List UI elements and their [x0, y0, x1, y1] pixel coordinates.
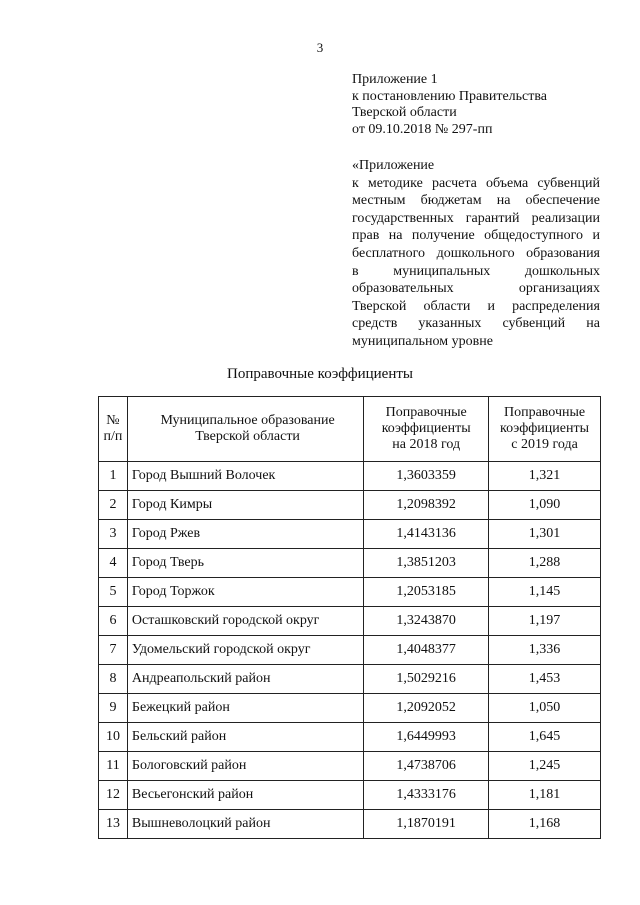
table-row [99, 665, 601, 694]
coefficients-table [98, 396, 601, 839]
table-row [99, 694, 601, 723]
table-row [99, 491, 601, 520]
method-line: в муниципальных дошкольных [352, 263, 600, 279]
row-municipality: Город Кимры [127, 491, 363, 520]
row-num: 2 [99, 491, 128, 520]
method-line: государственных гарантий реализации [352, 210, 600, 226]
row-municipality: Вышневолоцкий район [127, 810, 363, 839]
row-municipality: Город Тверь [127, 549, 363, 578]
row-num: 6 [99, 607, 128, 636]
header-municipality-line: Тверской области [195, 429, 300, 444]
method-line: образовательных организациях [352, 281, 600, 297]
row-coef-2018: 1,6449993 [364, 723, 489, 752]
method-line: «Приложение [352, 158, 435, 173]
row-coef-2019: 1,645 [489, 723, 601, 752]
row-municipality: Город Ржев [127, 520, 363, 549]
header-coef-2018 [364, 397, 489, 462]
appendix-line: Тверской области [352, 105, 457, 120]
row-coef-2019: 1,245 [489, 752, 601, 781]
header-num [99, 397, 128, 462]
row-num: 5 [99, 578, 128, 607]
header-coef-2018-line: Поправочные [385, 405, 467, 420]
appendix-line: к постановлению Правительства [352, 88, 548, 104]
table-row [99, 781, 601, 810]
row-coef-2019: 1,301 [489, 520, 601, 549]
table-row [99, 549, 601, 578]
row-municipality: Бежецкий район [127, 694, 363, 723]
row-municipality: Бельский район [127, 723, 363, 752]
row-num: 13 [99, 810, 128, 839]
table-row [99, 636, 601, 665]
header-coef-2018-line: на 2018 год [392, 437, 461, 452]
table-row [99, 578, 601, 607]
row-num: 1 [99, 462, 128, 491]
table-row [99, 462, 601, 491]
header-num-line: п/п [103, 429, 123, 444]
row-num: 10 [99, 723, 128, 752]
row-coef-2019: 1,288 [489, 549, 601, 578]
row-coef-2018: 1,3851203 [364, 549, 489, 578]
row-num: 9 [99, 694, 128, 723]
header-municipality [127, 397, 363, 462]
row-coef-2018: 1,5029216 [364, 665, 489, 694]
page-number: 3 [316, 40, 324, 55]
row-coef-2019: 1,145 [489, 578, 601, 607]
row-coef-2019: 1,050 [489, 694, 601, 723]
row-coef-2018: 1,4738706 [364, 752, 489, 781]
header-coef-2019-line: коэффициенты [500, 421, 590, 436]
method-line: бесплатного дошкольного образования [352, 245, 600, 261]
row-num: 7 [99, 636, 128, 665]
table-title: Поправочные коэффициенты [227, 366, 413, 382]
row-municipality: Город Вышний Волочек [127, 462, 363, 491]
row-coef-2018: 1,2053185 [364, 578, 489, 607]
table-row [99, 520, 601, 549]
row-coef-2019: 1,197 [489, 607, 601, 636]
method-line: средств указанных субвенций на [352, 316, 600, 332]
row-municipality: Осташковский городской округ [127, 607, 363, 636]
row-num: 11 [99, 752, 128, 781]
row-coef-2018: 1,4333176 [364, 781, 489, 810]
header-coef-2018-line: коэффициенты [381, 421, 471, 436]
row-num: 4 [99, 549, 128, 578]
header-coef-2019 [489, 397, 601, 462]
table-header-row [99, 397, 601, 462]
row-coef-2019: 1,181 [489, 781, 601, 810]
table-row [99, 607, 601, 636]
row-coef-2019: 1,453 [489, 665, 601, 694]
row-coef-2019: 1,090 [489, 491, 601, 520]
row-municipality: Весьегонский район [127, 781, 363, 810]
row-num: 8 [99, 665, 128, 694]
method-line: Тверской области и распределения [352, 298, 600, 314]
table-row [99, 810, 601, 839]
row-num: 12 [99, 781, 128, 810]
row-coef-2018: 1,1870191 [364, 810, 489, 839]
method-line: муниципальном уровне [352, 333, 493, 349]
row-coef-2019: 1,321 [489, 462, 601, 491]
row-municipality: Удомельский городской округ [127, 636, 363, 665]
row-coef-2018: 1,3603359 [364, 462, 489, 491]
row-coef-2018: 1,2098392 [364, 491, 489, 520]
row-coef-2019: 1,168 [489, 810, 601, 839]
header-coef-2019-line: с 2019 года [511, 437, 578, 452]
method-line: прав на получение общедоступного и [352, 228, 600, 244]
method-appendix-header [352, 157, 600, 351]
row-coef-2018: 1,3243870 [364, 607, 489, 636]
appendix-line: Приложение 1 [352, 72, 438, 87]
row-coef-2018: 1,4048377 [364, 636, 489, 665]
row-municipality: Город Торжок [127, 578, 363, 607]
row-coef-2019: 1,336 [489, 636, 601, 665]
header-num-line: № [106, 413, 120, 428]
row-coef-2018: 1,4143136 [364, 520, 489, 549]
row-coef-2018: 1,2092052 [364, 694, 489, 723]
row-municipality: Бологовский район [127, 752, 363, 781]
table-row [99, 752, 601, 781]
method-line: местным бюджетам на обеспечение [352, 193, 600, 209]
appendix-line: от 09.10.2018 № 297-пп [352, 121, 493, 137]
table-row [99, 723, 601, 752]
header-coef-2019-line: Поправочные [503, 405, 586, 420]
row-municipality: Андреапольский район [127, 665, 363, 694]
method-line: к методике расчета объема субвенций [352, 175, 600, 191]
row-num: 3 [99, 520, 128, 549]
header-municipality-line: Муниципальное образование [160, 413, 335, 428]
appendix-header [352, 72, 602, 138]
